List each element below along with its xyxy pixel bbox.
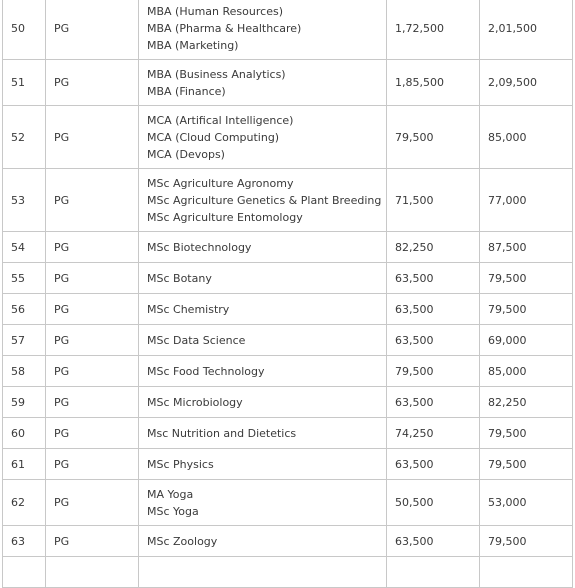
level-cell: PG [46, 449, 139, 480]
course-name: Msc Nutrition and Dietetics [147, 426, 297, 440]
row-number-cell: 55 [3, 263, 46, 294]
course-name: MSc Data Science [147, 333, 246, 347]
level-cell [46, 557, 139, 588]
course-name: MCA (Devops) [147, 147, 225, 161]
fee-cell-1: 1,72,500 [387, 0, 480, 60]
level-cell: PG [46, 106, 139, 169]
level-cell: PG [46, 169, 139, 232]
level-cell: PG [46, 232, 139, 263]
fee-cell-2: 2,01,500 [480, 0, 573, 60]
fee-cell-2: 79,500 [480, 294, 573, 325]
fee-cell-1: 79,500 [387, 106, 480, 169]
fee-cell-2: 87,500 [480, 232, 573, 263]
course-cell [139, 449, 387, 480]
course-cell [139, 557, 387, 588]
level-cell: PG [46, 60, 139, 106]
row-number-cell: 51 [3, 60, 46, 106]
row-number-cell: 52 [3, 106, 46, 169]
course-name: MBA (Human Resources) [147, 4, 283, 18]
row-number-cell: 63 [3, 526, 46, 557]
course-name: MBA (Finance) [147, 84, 226, 98]
table-row [3, 356, 573, 387]
table-row [3, 449, 573, 480]
fee-cell-2 [480, 557, 573, 588]
table-row [3, 106, 573, 169]
fee-cell-2: 82,250 [480, 387, 573, 418]
row-number-cell [3, 557, 46, 588]
row-number-cell: 54 [3, 232, 46, 263]
course-cell [139, 232, 387, 263]
table-row [3, 169, 573, 232]
course-name: MBA (Marketing) [147, 38, 239, 52]
table-row [3, 480, 573, 526]
course-name: MA Yoga [147, 487, 194, 501]
course-cell [139, 387, 387, 418]
level-cell: PG [46, 418, 139, 449]
course-name: MSc Chemistry [147, 302, 230, 316]
level-cell: PG [46, 0, 139, 60]
course-name: MBA (Pharma & Healthcare) [147, 21, 302, 35]
row-number-cell: 53 [3, 169, 46, 232]
course-cell [139, 0, 387, 60]
fee-cell-1: 63,500 [387, 526, 480, 557]
table-row [3, 557, 573, 588]
course-name: MBA (Business Analytics) [147, 67, 286, 81]
fee-cell-1: 71,500 [387, 169, 480, 232]
table-row [3, 0, 573, 60]
fee-cell-2: 79,500 [480, 418, 573, 449]
level-cell: PG [46, 294, 139, 325]
fee-cell-2: 2,09,500 [480, 60, 573, 106]
fee-cell-1: 63,500 [387, 263, 480, 294]
course-cell [139, 325, 387, 356]
fee-cell-2: 69,000 [480, 325, 573, 356]
course-cell [139, 480, 387, 526]
course-name: MCA (Artifical Intelligence) [147, 113, 294, 127]
fee-cell-2: 79,500 [480, 526, 573, 557]
table-row [3, 387, 573, 418]
course-cell [139, 263, 387, 294]
row-number-cell: 50 [3, 0, 46, 60]
course-name: MSc Agriculture Entomology [147, 210, 303, 224]
fee-cell-1: 63,500 [387, 387, 480, 418]
level-cell: PG [46, 263, 139, 294]
course-name: MSc Microbiology [147, 395, 243, 409]
course-name: MCA (Cloud Computing) [147, 130, 280, 144]
fee-cell-1: 82,250 [387, 232, 480, 263]
course-name: MSc Biotechnology [147, 240, 252, 254]
fee-cell-1: 1,85,500 [387, 60, 480, 106]
course-name: MSc Food Technology [147, 364, 265, 378]
fee-cell-1: 74,250 [387, 418, 480, 449]
fee-table-container [2, 0, 572, 588]
row-number-cell: 60 [3, 418, 46, 449]
fee-cell-1: 63,500 [387, 325, 480, 356]
level-cell: PG [46, 480, 139, 526]
level-cell: PG [46, 356, 139, 387]
table-row [3, 60, 573, 106]
course-name: MSc Agriculture Agronomy [147, 176, 294, 190]
course-cell [139, 60, 387, 106]
level-cell: PG [46, 387, 139, 418]
fee-table [2, 0, 573, 588]
fee-cell-1 [387, 557, 480, 588]
row-number-cell: 56 [3, 294, 46, 325]
row-number-cell: 61 [3, 449, 46, 480]
fee-cell-1: 63,500 [387, 449, 480, 480]
course-name: MSc Physics [147, 457, 214, 471]
fee-cell-1: 50,500 [387, 480, 480, 526]
row-number-cell: 59 [3, 387, 46, 418]
level-cell: PG [46, 526, 139, 557]
fee-table-body [3, 0, 573, 588]
table-row [3, 526, 573, 557]
row-number-cell: 57 [3, 325, 46, 356]
level-cell: PG [46, 325, 139, 356]
table-row [3, 232, 573, 263]
course-cell [139, 169, 387, 232]
fee-cell-2: 53,000 [480, 480, 573, 526]
course-name: MSc Yoga [147, 504, 199, 518]
table-row [3, 325, 573, 356]
course-cell [139, 294, 387, 325]
course-name: MSc Agriculture Genetics & Plant Breeding [147, 193, 382, 207]
course-cell [139, 106, 387, 169]
fee-cell-2: 77,000 [480, 169, 573, 232]
row-number-cell: 58 [3, 356, 46, 387]
table-row [3, 294, 573, 325]
fee-cell-2: 85,000 [480, 356, 573, 387]
fee-cell-2: 79,500 [480, 263, 573, 294]
fee-cell-2: 85,000 [480, 106, 573, 169]
table-row [3, 263, 573, 294]
course-cell [139, 418, 387, 449]
course-cell [139, 526, 387, 557]
course-name: MSc Zoology [147, 534, 218, 548]
fee-cell-1: 63,500 [387, 294, 480, 325]
course-cell [139, 356, 387, 387]
fee-cell-1: 79,500 [387, 356, 480, 387]
table-row [3, 418, 573, 449]
fee-cell-2: 79,500 [480, 449, 573, 480]
course-name: MSc Botany [147, 271, 212, 285]
row-number-cell: 62 [3, 480, 46, 526]
